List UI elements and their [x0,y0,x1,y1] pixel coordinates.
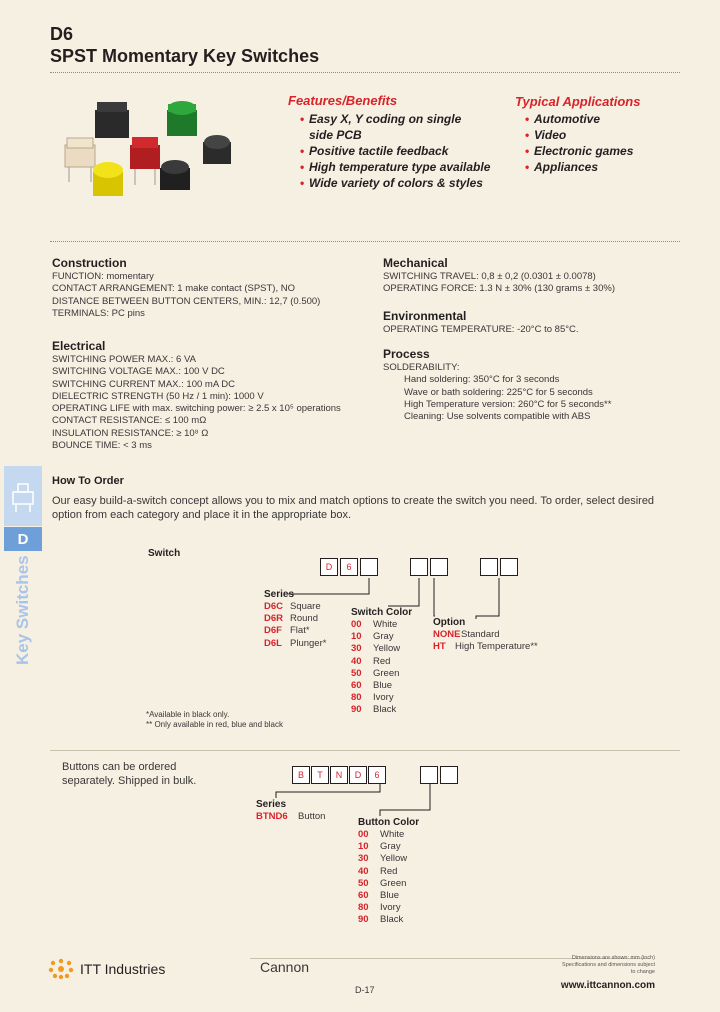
list-item: 10 Gray [351,631,394,643]
list-item: side PCB [309,128,362,142]
list-item: 40 Red [351,655,391,667]
page-title: SPST Momentary Key Switches [50,46,320,66]
list-item: D6F Flat* [264,625,310,637]
option-heading: Option [433,617,466,628]
top-divider [50,72,680,73]
list-item: 00 White [358,829,405,840]
list-item: D6L Plunger* [264,637,327,649]
construction-specs: FUNCTION: momentary CONTACT ARRANGEMENT: 1 make contact (SPST), NO DISTANCE BETWEEN BUTTON CENTERS, MIN.: 12,7 (0.500) TERMINALS: PC pins [52,271,321,319]
series-code: D6 [50,24,74,44]
order-box-color-1[interactable] [410,558,428,576]
process-specs: SOLDERABILITY: Hand soldering: 350°C for 3 seconds Wave or bath soldering: 225°C for 5 seconds High Temperature version: 260°C for 5 seconds** Cleaning: Use solvents compatible with ABS [383,362,612,423]
how-to-order-heading: How To Order [52,475,124,487]
button-color-list [358,829,438,927]
black-flat-switch-illustration [160,160,190,190]
environmental-heading: Environmental [383,309,467,323]
list-item: 10 Gray [358,841,401,853]
mid-divider [50,241,680,242]
side-tab-letter: D [4,527,42,551]
order-box-color-2[interactable] [430,558,448,576]
website-url[interactable]: www.ittcannon.com [560,980,655,991]
mechanical-heading: Mechanical [383,256,448,270]
list-item: 90 Black [351,704,397,716]
order-box-option-2[interactable] [500,558,518,576]
applications-heading: Typical Applications [515,94,641,109]
list-item: NONEStandard [433,629,500,640]
list-item: • High temperature type available [299,160,491,174]
company-name: ITT Industries [80,961,166,977]
black-round-switch-illustration [203,135,231,164]
footer-disclaimer: Dimensions are shown: mm (inch) Specifications and dimensions subject to change [562,955,655,975]
itt-logo [48,958,165,980]
button-color-heading: Button Color [358,817,420,828]
black-square-switch-illustration [95,102,129,138]
list-item: • Wide variety of colors & styles [299,176,483,190]
list-item: 50 Green [358,877,407,889]
list-item: 50 Green [351,667,400,679]
brand-name: Cannon [260,959,310,975]
availability-notes: *Available in black only. ** Only available in red, blue and black [146,710,283,729]
button-box-n: N [330,766,348,784]
features-heading: Features/Benefits [288,93,398,108]
list-item: • Automotive [524,112,600,126]
construction-heading: Construction [52,256,127,270]
list-item: • Easy X, Y coding on single [299,112,462,126]
red-switch-illustration [130,137,160,185]
list-item: HT High Temperature** [433,641,538,653]
buttons-order-text: Buttons can be ordered separately. Shipped in bulk. [62,761,197,787]
environmental-specs: OPERATING TEMPERATURE: -20°C to 85°C. [383,324,579,335]
list-item: • Appliances [524,160,599,174]
ivory-switch-illustration [65,138,95,182]
list-item: BTND6 Button [256,811,326,822]
how-to-order-text: Our easy build-a-switch concept allows you to mix and match options to create the switch you need. To order, select desired option from each category and place it in the appropriate box. [52,495,655,521]
list-item: D6C Square [264,601,321,612]
button-box-d: D [349,766,367,784]
series-heading: Series [264,589,295,600]
list-item: • Positive tactile feedback [299,144,449,158]
button-box-color-1[interactable] [420,766,438,784]
order-box-prefix-2: 6 [340,558,358,576]
list-item: • Video [524,128,567,142]
key-switch-icon [4,466,42,526]
side-tab-icon-area [4,466,42,526]
button-box-color-2[interactable] [440,766,458,784]
list-item: • Electronic games [524,144,634,158]
button-series-heading: Series [256,799,287,810]
mechanical-specs: SWITCHING TRAVEL: 0,8 ± 0,2 (0.0301 ± 0.0078) OPERATING FORCE: 1.3 N ± 30% (130 grams ± 30%) [383,271,615,295]
switch-color-list [351,619,431,717]
button-box-t: T [311,766,329,784]
list-item: 40 Red [358,865,398,877]
list-item: 80 Ivory [351,692,394,704]
button-series-list [256,811,356,823]
order-box-option-1[interactable] [480,558,498,576]
switch-color-heading: Switch Color [351,607,413,618]
buttons-divider [50,750,680,751]
green-switch-illustration [167,101,197,136]
electrical-specs: SWITCHING POWER MAX.: 6 VA SWITCHING VOLTAGE MAX.: 100 V DC SWITCHING CURRENT MAX.: 100 mA DC DIELECTRIC STRENGTH (50 Hz / 1 min): 1000 V OPERATING LIFE with max. switching power: ≥ 2.5 x 10⁵ operations CONTACT RESISTANCE: ≤ 100 mΩ INSULATION RESISTANCE: ≥ 10⁸ Ω BOUNCE TIME: < 3 ms [52,354,341,452]
features-list [295,111,505,191]
yellow-switch-illustration [93,162,123,196]
series-list [264,601,364,650]
button-box-6: 6 [368,766,386,784]
list-item: D6R Round [264,613,318,625]
itt-star-icon [48,958,74,980]
side-tab-label: Key Switches [13,555,32,665]
list-item: 30 Yellow [358,853,408,865]
list-item: 80 Ivory [358,902,401,914]
switch-label: Switch [148,548,181,559]
product-photo [55,90,245,210]
order-box-prefix-1: D [320,558,338,576]
list-item: 00 White [351,619,398,630]
page-number: D-17 [355,985,375,995]
applications-list [520,111,670,175]
list-item: 90 Black [358,914,404,926]
list-item: 60 Blue [351,680,393,692]
process-heading: Process [383,347,430,361]
electrical-heading: Electrical [52,339,106,353]
list-item: 60 Blue [358,890,400,902]
option-list [433,629,583,653]
button-box-b: B [292,766,310,784]
list-item: 30 Yellow [351,643,401,655]
order-box-series[interactable] [360,558,378,576]
